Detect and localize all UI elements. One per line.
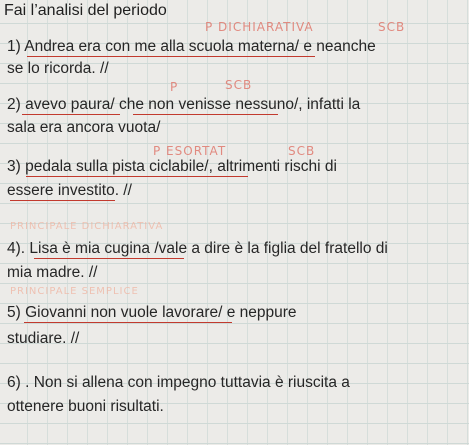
sentence-4-line-2: mia madre. // <box>7 264 98 281</box>
sentence-5-line-2: studiare. // <box>7 330 80 347</box>
sentence-3-line-1: 3) pedala sulla pista ciclabile/, altrimenti rischi di <box>7 158 337 175</box>
sentence-4-line-1: 4). Lisa è mia cugina /vale a dire è la figlia del fratello di <box>7 240 388 257</box>
annotation-principale-dichiarativa: P DICHIARATIVA <box>205 20 314 34</box>
annotation-p: P <box>170 80 179 94</box>
sentence-2-line-1: 2) avevo paura/ che non venisse nessuno/, infatti la <box>7 96 361 113</box>
sentence-1-line-1: 1) Andrea era con me alla scuola materna/ e neanche <box>7 38 376 55</box>
sentence-5-line-1: 5) Giovanni non vuole lavorare/ e neppure <box>7 304 297 321</box>
annotation-principale-semplice: PRINCIPALE SEMPLICE <box>10 286 139 297</box>
underline-3 <box>26 176 248 177</box>
sentence-3-line-2: essere investito. // <box>7 182 132 199</box>
annotation-scb-3: SCB <box>288 144 316 158</box>
underline-4 <box>34 258 184 259</box>
sentence-6-line-2: ottenere buoni risultati. <box>7 398 164 415</box>
underline-1 <box>27 56 315 57</box>
underline-3b <box>10 200 115 201</box>
sentence-6-line-1: 6) . Non si allena con impegno tuttavia è riuscita a <box>7 374 350 391</box>
exercise-title: Fai l’analisi del periodo <box>4 2 167 19</box>
underline-5 <box>24 322 232 323</box>
annotation-principale-dichiarativa-2: PRINCIPALE DICHIARATIVA <box>10 221 164 232</box>
annotation-p-esortativa: P ESORTAT <box>153 144 227 158</box>
underline-2b <box>133 114 278 115</box>
sentence-1-line-2: se lo ricorda. // <box>7 60 109 77</box>
sentence-2-line-2: sala era ancora vuota/ <box>7 119 161 136</box>
underline-2a <box>22 114 120 115</box>
annotation-scb-2: SCB <box>225 78 253 92</box>
annotation-scb-1: SCB <box>378 20 406 34</box>
